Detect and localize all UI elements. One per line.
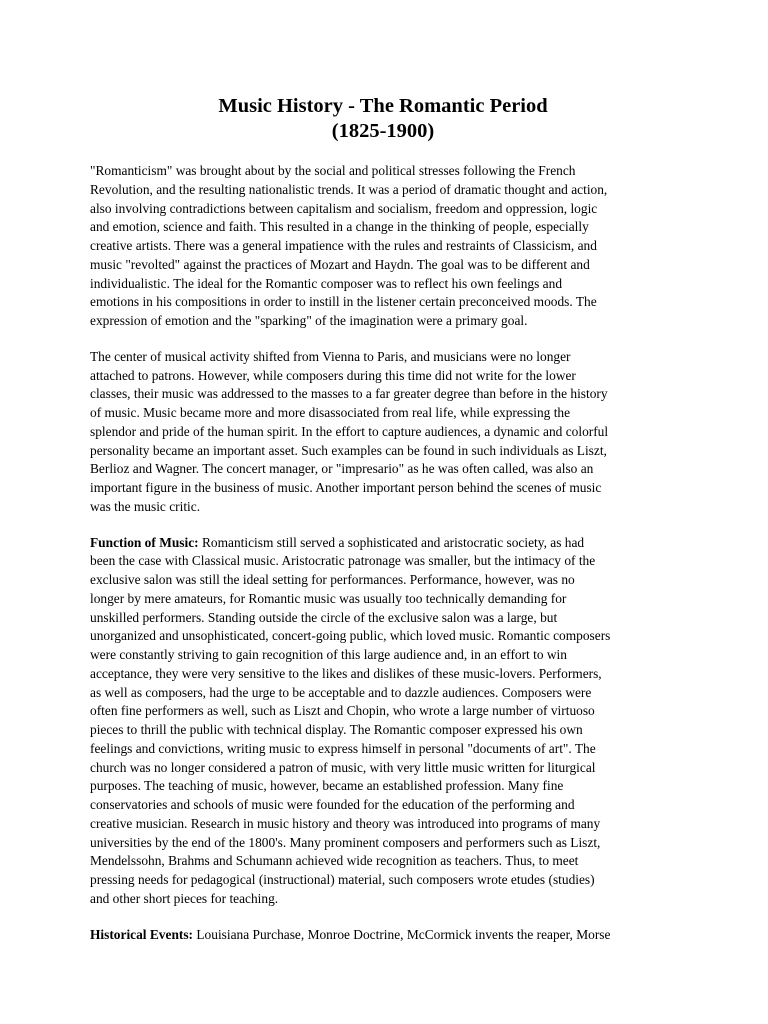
section-heading-historical-events: Historical Events: xyxy=(90,926,194,942)
text-line: universities by the end of the 1800's. Many prominent composers and performers such as Liszt, xyxy=(90,834,601,850)
text-line: pressing needs for pedagogical (instructional) material, such composers wrote etudes (studies) xyxy=(90,872,595,887)
section-heading-function-of-music: Function of Music: xyxy=(90,534,199,550)
text-line: expression of emotion and the "sparking" of the imagination were a primary goal. xyxy=(90,313,528,328)
text-line: unskilled performers. Standing outside the circle of the exclusive salon was a large, but xyxy=(90,609,558,625)
paragraph-function-of-music xyxy=(90,534,676,909)
text-line: pieces to thrill the public with technical display. The Romantic composer expressed his own xyxy=(90,722,583,737)
document-page xyxy=(90,94,676,961)
text-line: been the case with Classical music. Aristocratic patronage was smaller, but the intimacy of the xyxy=(90,553,596,569)
text-line: and other short pieces for teaching. xyxy=(90,890,279,906)
text-line: "Romanticism" was brought about by the social and political stresses following the French xyxy=(90,163,576,178)
text-line: purposes. The teaching of music, however, became an established profession. Many fine xyxy=(90,778,564,794)
title-line-1: Music History - The Romantic Period xyxy=(218,95,548,117)
text-line: and emotion, science and faith. This resulted in a change in the thinking of people, especially xyxy=(90,219,589,235)
paragraph-romanticism xyxy=(90,162,676,331)
text-line: music "revolted" against the practices of Mozart and Haydn. The goal was to be different and xyxy=(90,256,590,272)
text-line: also involving contradictions between capitalism and socialism, freedom and oppression, logic xyxy=(90,200,598,216)
paragraph-musical-activity xyxy=(90,348,676,517)
paragraph-historical-events xyxy=(90,926,676,945)
text-line: were constantly striving to gain recognition of this large audience and, in an effort to win xyxy=(90,647,567,662)
text-line: creative musician. Research in music history and theory was introduced into programs of many xyxy=(90,815,601,831)
text-line: exclusive salon was still the ideal setting for performances. Performance, however, was no xyxy=(90,572,575,587)
text-fragment: Romanticism still served a sophisticated and aristocratic society, as had xyxy=(198,534,585,550)
text-line: important figure in the business of music. Another important person behind the scenes of music xyxy=(90,480,602,495)
text-line: as well as composers, had the urge to be acceptable and to dazzle audiences. Composers were xyxy=(90,684,592,700)
text-line: The center of musical activity shifted from Vienna to Paris, and musicians were no longer xyxy=(90,348,571,364)
text-line xyxy=(90,926,676,945)
text-line xyxy=(90,534,676,553)
text-line: Berlioz and Wagner. The concert manager, or "impresario" as he was often called, was also an xyxy=(90,461,594,477)
text-line: often fine performers as well, such as Liszt and Chopin, who wrote a large number of virtuoso xyxy=(90,703,595,719)
text-line: unorganized and unsophisticated, concert-going public, which loved music. Romantic composers xyxy=(90,628,611,644)
text-fragment: Louisiana Purchase, Monroe Doctrine, McCormick invents the reaper, Morse xyxy=(193,926,611,942)
text-line: of music. Music became more and more disassociated from real life, while expressing the xyxy=(90,405,571,420)
text-line: Revolution, and the resulting nationalistic trends. It was a period of dramatic thought and action, xyxy=(90,181,608,197)
text-line: was the music critic. xyxy=(90,498,201,514)
text-line: creative artists. There was a general impatience with the rules and restraints of Classicism, and xyxy=(90,238,597,253)
text-line: conservatories and schools of music were founded for the education of the performing and xyxy=(90,797,575,812)
text-line: emotions in his compositions in order to instill in the listener certain preconceived moods. The xyxy=(90,294,597,310)
text-line: individualistic. The ideal for the Romantic composer was to reflect his own feelings and xyxy=(90,275,563,291)
text-line: longer by mere amateurs, for Romantic music was usually too technically demanding for xyxy=(90,590,567,606)
document-title xyxy=(90,94,676,144)
text-line: classes, their music was addressed to the masses to a far greater degree than before in the history xyxy=(90,386,608,402)
text-line: Mendelssohn, Brahms and Schumann achieved wide recognition as teachers. Thus, to meet xyxy=(90,853,579,869)
title-line-2: (1825-1900) xyxy=(331,120,435,142)
text-line: splendor and pride of the human spirit. In the effort to capture audiences, a dynamic and colorful xyxy=(90,423,609,439)
text-line: attached to patrons. However, while composers during this time did not write for the lower xyxy=(90,367,576,383)
text-line: acceptance, they were very sensitive to the likes and dislikes of these music-lovers. Performers, xyxy=(90,665,602,681)
text-line: church was no longer considered a patron of music, with very little music written for liturgical xyxy=(90,759,596,775)
text-line: personality became an important asset. Such examples can be found in such individuals as Liszt, xyxy=(90,442,607,458)
text-line: feelings and convictions, writing music to express himself in personal "documents of art". The xyxy=(90,740,596,756)
